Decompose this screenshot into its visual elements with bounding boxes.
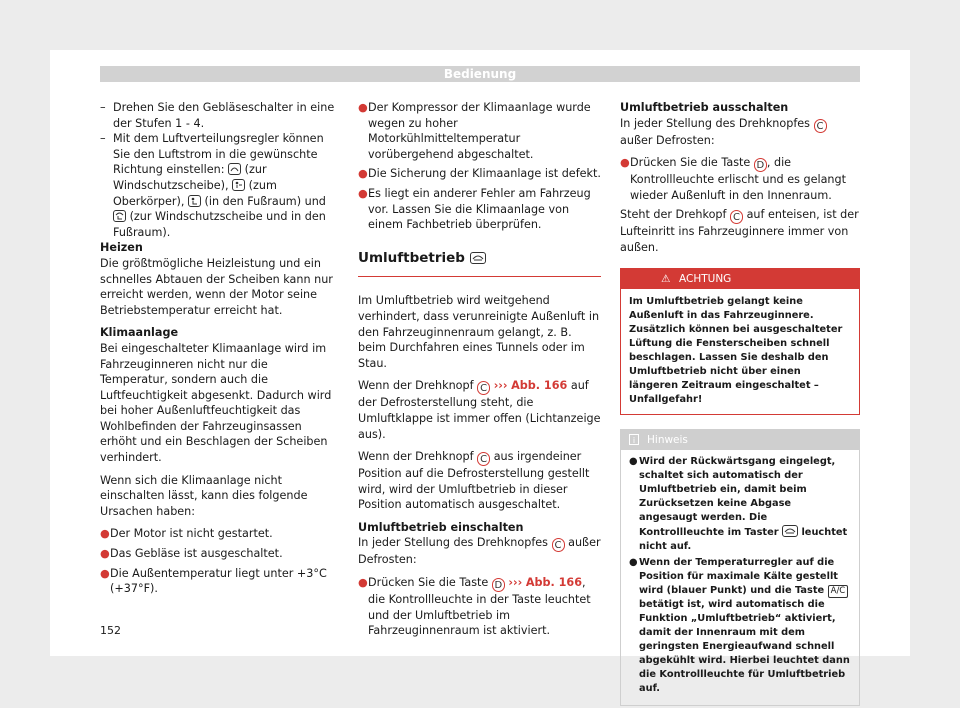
paragraph: Steht der Drehkopf C auf enteisen, ist der Lufteinritt ins Fahrzeuginnere immer von außen. — [620, 208, 859, 254]
paragraph: Wenn sich die Klimaanlage nicht einschalten lässt, kann dies folgende Ursachen haben: — [100, 473, 308, 518]
paragraph: Im Umluftbetrieb wird weitgehend verhindert, dass verunreinigte Außenluft in den Fahrzeuginnenraum gelangt, z. B. beim Durchfahren eines Tunnels oder im Stau. — [358, 294, 600, 370]
footwell-icon — [188, 195, 201, 207]
warning-icon: ⚠ — [661, 272, 671, 285]
heading-umluft-on: Umluftbetrieb einschalten — [358, 520, 524, 534]
label-d: D — [492, 578, 505, 592]
paragraph: In jeder Stellung des Drehknopfes C außer Defrosten: — [358, 536, 601, 567]
list-item: ● Es liegt ein anderer Fehler am Fahrzeug vor. Lassen Sie die Klimaanlage von einem Fachbetrieb überprüfen. — [358, 186, 591, 232]
paragraph: Wenn der Drehknopf C aus irgendeiner Position auf die Defrosterstellung gestellt wird, wird der Umluftbetrieb in dieser Position automatisch ausgeschaltet. — [358, 450, 590, 512]
figure-link[interactable]: Abb. 166 — [511, 379, 568, 393]
warning-text: Im Umluftbetrieb gelangt keine Außenluft in das Fahrzeuginnere. Zusätzlich können bei ausgeschalteter Lüftung die Fensterscheiben schnell beschlagen. Lassen Sie deshalb den Umluftbetrieb nicht über einen längeren Zeitraum eingeschaltet – Unfallgefahr! — [629, 295, 843, 405]
paragraph: Die größtmögliche Heizleistung und ein schnelles Abtauen der Scheiben kann nur erreicht werden, wenn der Motor seine Betriebstemperatur erreicht hat. — [100, 256, 333, 317]
heading-klimaanlage: Klimaanlage — [100, 326, 179, 340]
label-d: D — [754, 158, 767, 172]
recirculation-icon — [470, 252, 486, 264]
info-icon: i — [629, 434, 639, 445]
list-item: ● Die Außentemperatur liegt unter +3°C (+37°F). — [100, 566, 327, 596]
list-item: ● Der Motor ist nicht gestartet. — [100, 527, 273, 541]
list-item: ● Wenn der Temperaturregler auf die Position für maximale Kälte gestellt wird (blauer Punkt) und die Taste A/C betätigt ist, wird automatisch die Funktion „Umluftbetrieb“ aktiviert, damit der Innenraum mit dem geringsten Energieaufwand schnell abgekühlt wird. Hierbei leuchtet dann die Kontrollleuchte für Umluftbetrieb auf. — [629, 556, 850, 694]
header-bar: Bedienung — [100, 66, 860, 82]
list-item: ● Die Sicherung der Klimaanlage ist defekt. — [358, 167, 601, 181]
note-text — [621, 450, 859, 705]
windshield-footwell-icon — [113, 210, 126, 222]
label-c: C — [552, 538, 565, 552]
warning-header: ⚠ ACHTUNG — [621, 269, 859, 289]
column-3 — [620, 100, 860, 706]
paragraph: Wenn der Drehknopf C ››› Abb. 166 auf der Defrosterstellung steht, die Umluftklappe ist immer offen (Lichtanzeige aus). — [358, 379, 601, 441]
ac-key-label: A/C — [828, 585, 849, 598]
page-number: 152 — [100, 624, 121, 637]
note-box — [620, 429, 860, 706]
list-item: ● Wird der Rückwärtsgang eingelegt, schaltet sich automatisch der Umluftbetrieb ein, damit beim Zurücksetzen keine Abgase angesaugt werden. Die Kontrollleuchte im Taster leuchtet nicht auf. — [629, 455, 848, 552]
dash-item: – Mit dem Luftverteilungsregler können Sie den Luftstrom in die gewünschte Richtung einstellen: (zur Windschutzscheibe), (zum Oberkörper), (in den Fußraum) und (zur Windschutzscheibe und in den Fußraum). — [100, 131, 338, 240]
label-c: C — [477, 381, 490, 395]
heading-umluft-off: Umluftbetrieb ausschalten — [620, 101, 789, 114]
column-2 — [358, 100, 601, 643]
label-c: C — [730, 210, 743, 224]
recirculation-icon — [782, 525, 798, 537]
list-item: ● Drücken Sie die Taste D ››› Abb. 166, die Kontrollleuchte in der Taste leuchtet und der Umluftbetrieb im Fahrzeuginnenraum ist aktiviert. — [358, 576, 591, 638]
windshield-icon — [228, 163, 241, 175]
upper-body-icon — [232, 179, 245, 191]
list-item: ● Das Gebläse ist ausgeschaltet. — [100, 547, 283, 561]
list-item: ● Der Kompressor der Klimaanlage wurde wegen zu hoher Motorkühlmitteltemperatur vorübergehend abgeschaltet. — [358, 101, 591, 161]
section-title-umluftbetrieb: Umluftbetrieb — [358, 251, 601, 278]
dash-item: – Drehen Sie den Gebläseschalter in eine der Stufen 1 - 4. — [100, 100, 338, 131]
column-1 — [100, 100, 338, 601]
label-c: C — [814, 119, 827, 133]
paragraph: In jeder Stellung des Drehknopfes C außer Defrosten: — [620, 116, 860, 149]
label-c: C — [477, 452, 490, 466]
paragraph: Bei eingeschalteter Klimaanlage wird im Fahrzeuginneren nicht nur die Temperatur, sondern auch die Luftfeuchtigkeit abgesenkt. Dadurch wird bei hoher Außenluftfeuchtigkeit das Wohlbefinden der Fahrzeuginsassen erhöht und ein Beschlagen der Scheiben verhindert. — [100, 341, 332, 465]
note-header: i Hinweis — [621, 430, 859, 450]
warning-box — [620, 268, 860, 415]
figure-link[interactable]: Abb. 166 — [525, 576, 583, 590]
list-item: ● Drücken Sie die Taste D , die Kontrollleuchte erlischt und es gelangt wieder Außenluft in den Innenraum. — [620, 156, 847, 202]
page — [50, 50, 910, 694]
heading-heizen: Heizen — [100, 241, 143, 255]
